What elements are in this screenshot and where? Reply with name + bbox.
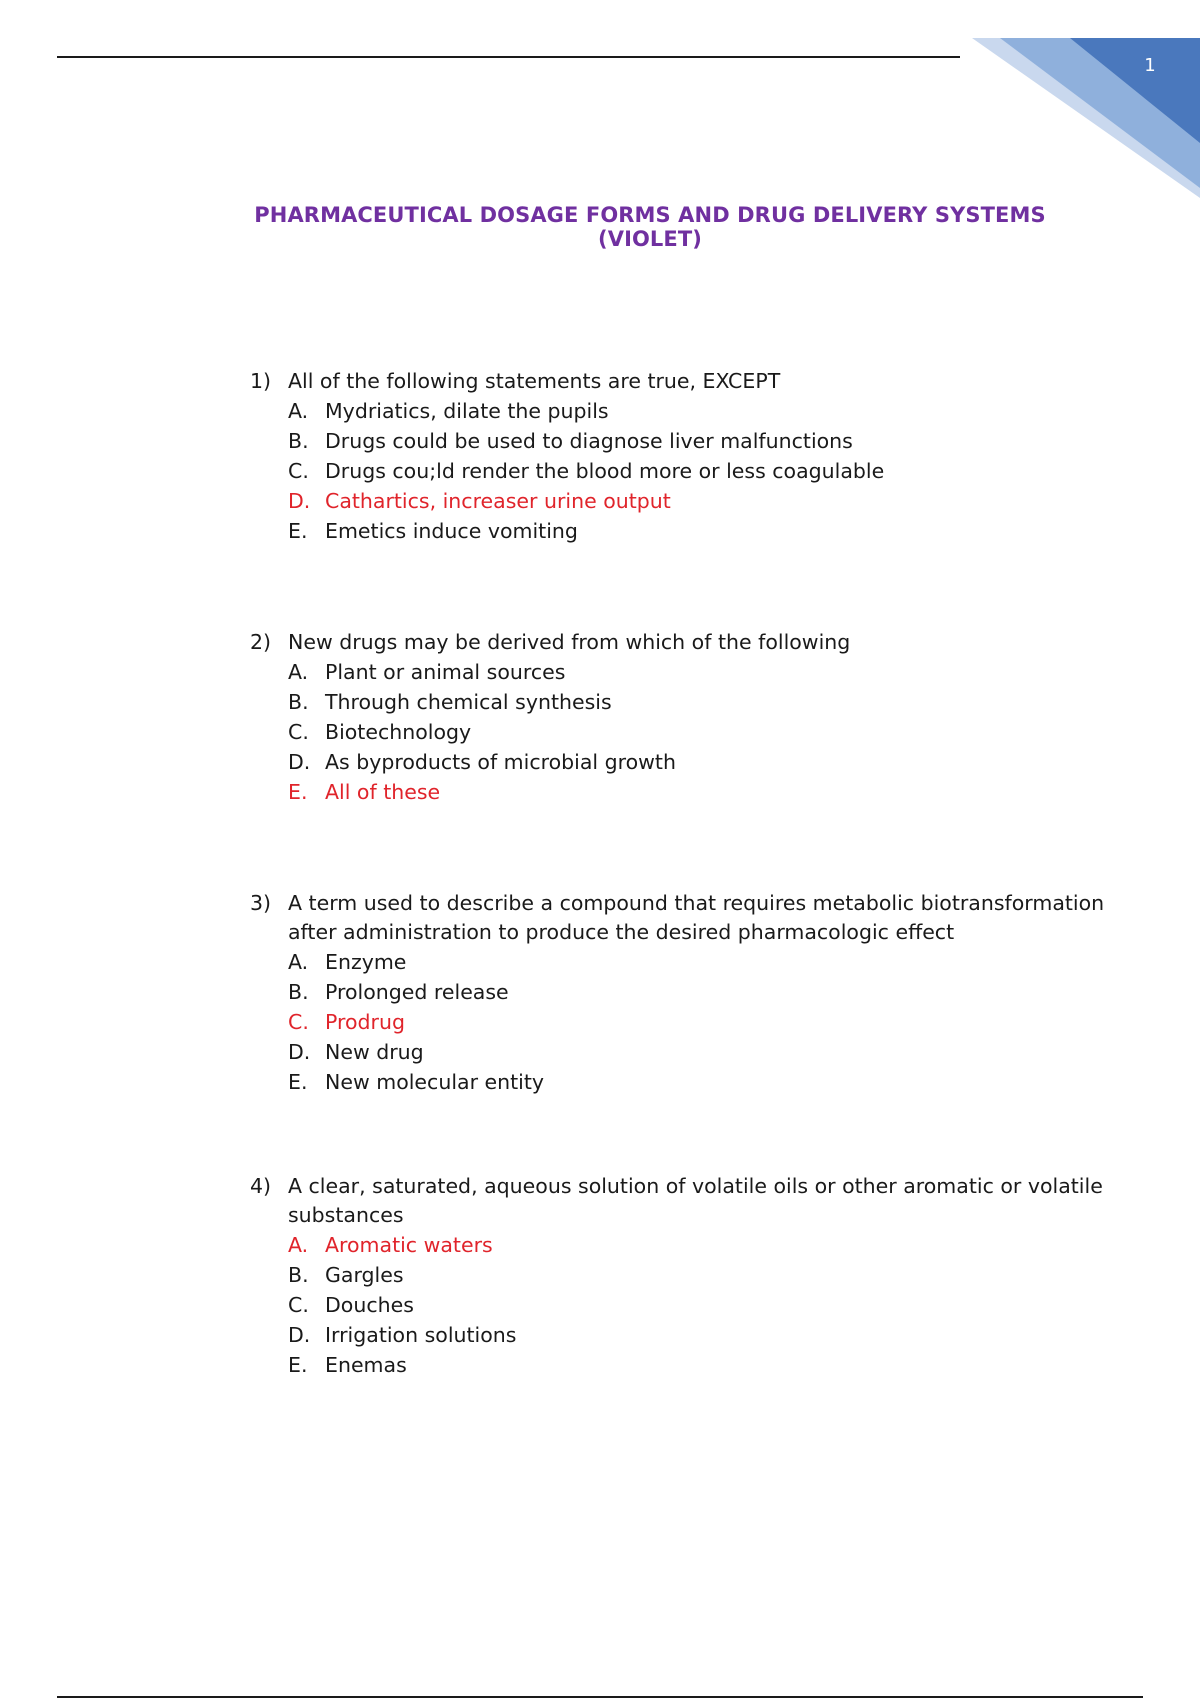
page-number: 1 [1144,55,1156,76]
option-letter: A. [288,1232,309,1257]
option-e [288,1067,1110,1097]
option-letter: B. [288,1262,309,1287]
option-letter: C. [288,719,309,744]
option-text: Biotechnology [325,719,472,744]
option-letter: E. [288,518,308,543]
option-b [288,977,1110,1007]
question-number: 4) [250,1174,272,1198]
option-text: Enzyme [325,949,407,974]
option-c [288,1007,1110,1037]
option-text: Drugs could be used to diagnose liver malfunctions [325,428,853,453]
header-rule [57,56,960,58]
option-text: Douches [325,1292,414,1317]
option-d [288,747,1110,777]
option-text: Prodrug [325,1009,405,1034]
option-a [288,657,1110,687]
option-text: Cathartics, increaser urine output [325,488,671,513]
option-b [288,1260,1110,1290]
option-c [288,1290,1110,1320]
option-text: Mydriatics, dilate the pupils [325,398,609,423]
option-letter: B. [288,428,309,453]
option-text: Drugs cou;ld render the blood more or less coagulable [325,458,885,483]
option-text: All of these [325,779,441,804]
question-number: 3) [250,891,272,915]
option-text: Gargles [325,1262,404,1287]
question-number: 1) [250,369,272,393]
option-text: New drug [325,1039,424,1064]
option-text: Enemas [325,1352,407,1377]
option-text: New molecular entity [325,1069,545,1094]
question-text: A term used to describe a compound that requires metabolic biotransformation after administration to produce the desired pharmacologic effect [288,891,1105,944]
option-a [288,947,1110,977]
option-a [288,1230,1110,1260]
option-d [288,1037,1110,1067]
option-list [250,947,1110,1097]
option-text: Irrigation solutions [325,1322,517,1347]
option-letter: E. [288,779,308,804]
option-text: As byproducts of microbial growth [325,749,676,774]
option-c [288,717,1110,747]
question-text: New drugs may be derived from which of the following [288,630,851,654]
option-letter: D. [288,749,311,774]
option-text: Emetics induce vomiting [325,518,578,543]
option-letter: B. [288,979,309,1004]
option-letter: D. [288,488,311,513]
footer-rule [57,1696,1143,1698]
option-text: Prolonged release [325,979,509,1004]
question-1 [250,367,1110,546]
option-d [288,1320,1110,1350]
option-text: Through chemical synthesis [325,689,612,714]
question-3 [250,889,1110,1097]
option-letter: C. [288,1292,309,1317]
option-list [250,1230,1110,1380]
option-letter: E. [288,1069,308,1094]
option-letter: A. [288,949,309,974]
option-e [288,1350,1110,1380]
option-e [288,516,1110,546]
option-c [288,456,1110,486]
option-letter: D. [288,1322,311,1347]
question-text: A clear, saturated, aqueous solution of volatile oils or other aromatic or volatile substances [288,1174,1103,1227]
question-2 [250,628,1110,807]
question-number: 2) [250,630,272,654]
option-letter: A. [288,398,309,423]
option-list [250,657,1110,807]
option-letter: C. [288,1009,309,1034]
option-e [288,777,1110,807]
option-list [250,396,1110,546]
option-letter: B. [288,689,309,714]
option-letter: E. [288,1352,308,1377]
option-d [288,486,1110,516]
question-4 [250,1172,1110,1380]
option-letter: D. [288,1039,311,1064]
option-b [288,426,1110,456]
option-a [288,396,1110,426]
option-text: Aromatic waters [325,1232,493,1257]
document-title: PHARMACEUTICAL DOSAGE FORMS AND DRUG DELIVERY SYSTEMS (VIOLET) [254,203,1046,251]
question-text: All of the following statements are true, EXCEPT [288,369,781,393]
option-text: Plant or animal sources [325,659,566,684]
option-letter: C. [288,458,309,483]
option-letter: A. [288,659,309,684]
option-b [288,687,1110,717]
